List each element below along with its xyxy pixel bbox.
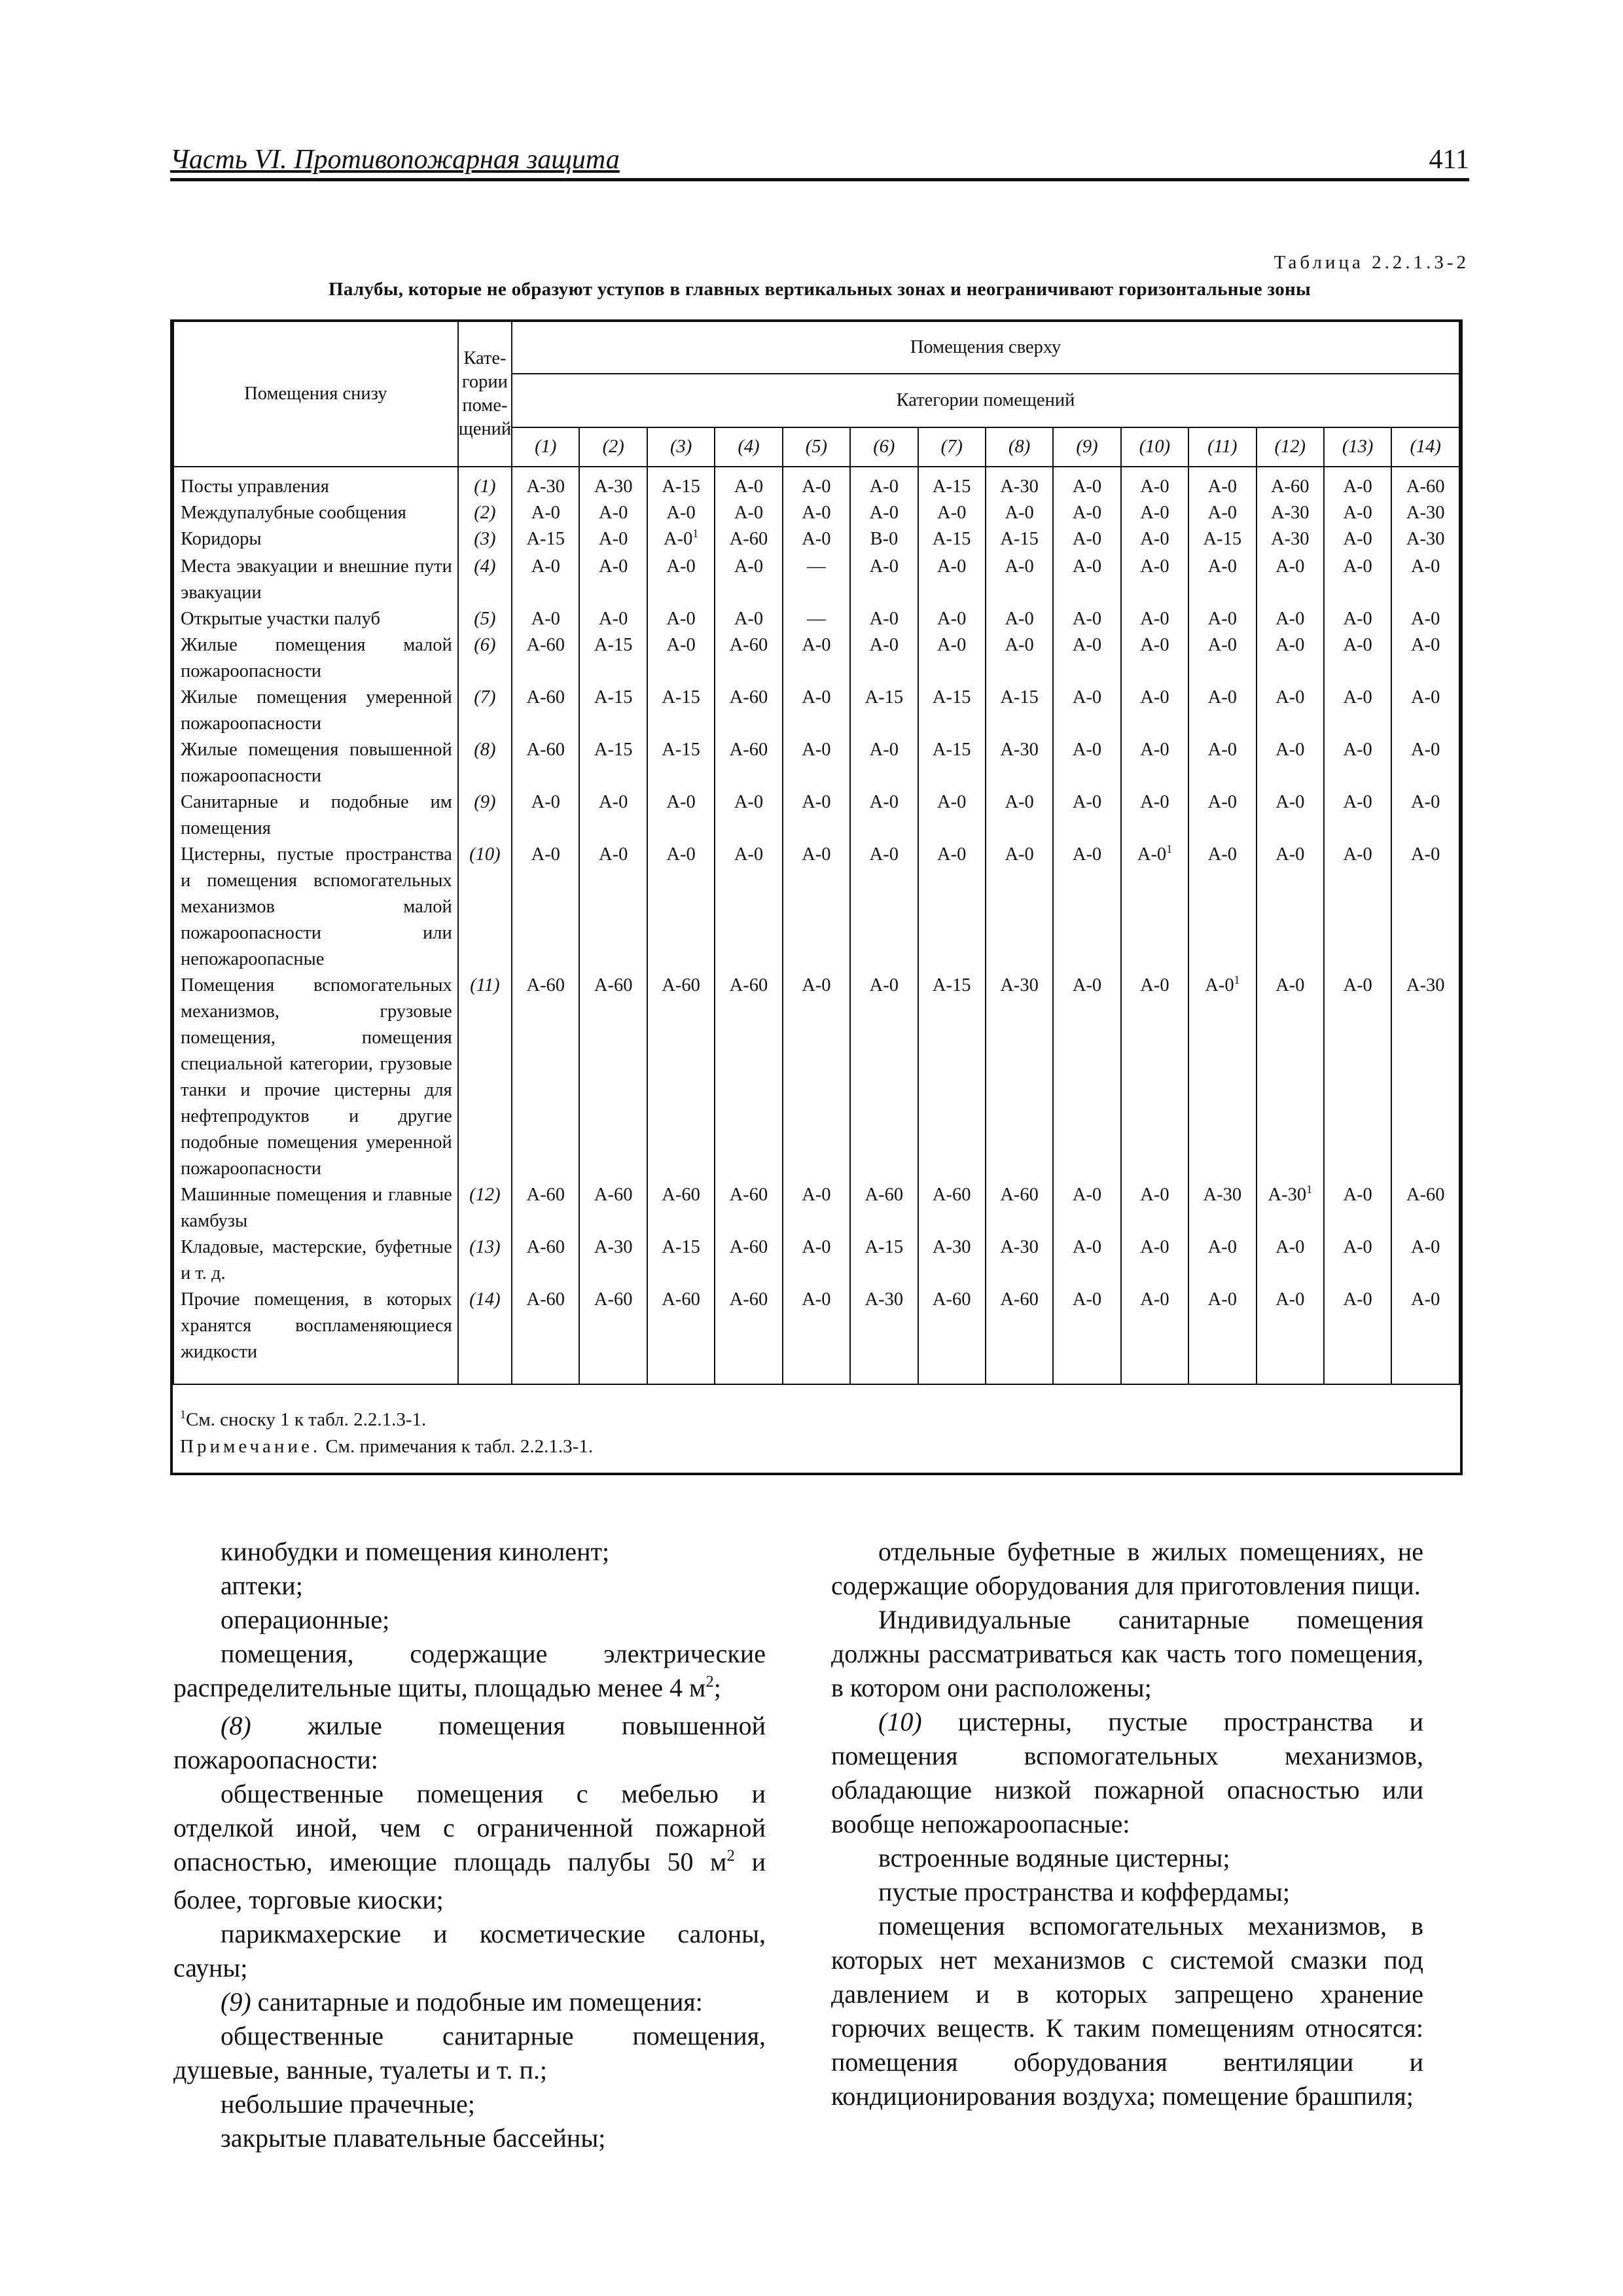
- room-category: (1): [458, 467, 512, 500]
- fire-rating-cell: A-0: [918, 554, 986, 606]
- section-title: Часть VI. Противопожарная защита: [170, 145, 620, 175]
- fire-rating-cell: A-60: [1391, 467, 1459, 500]
- fire-rating-cell: A-15: [647, 737, 715, 789]
- paragraph: помещения вспомогательных механизмов, в которых нет механизмов с системой смазки под давлением и в которых запрещено хранение горючих веществ. К таким помещениям относятся: помещения оборудования вентиляции и кондиционирования воздуха; помещение брашпиля;: [831, 1911, 1423, 2111]
- paragraph: операционные;: [221, 1605, 390, 1634]
- fire-rating-cell: A-15: [1188, 526, 1256, 554]
- fire-rating-cell: A-0: [1391, 1287, 1459, 1365]
- paragraph: небольшие прачечные;: [221, 2089, 475, 2119]
- paragraph: закрытые плавательные бассейны;: [221, 2123, 606, 2153]
- fire-rating-cell: A-0: [1053, 554, 1120, 606]
- fire-rating-cell: A-60: [1257, 467, 1324, 500]
- paragraph: (9) санитарные и подобные им помещения:: [221, 1987, 703, 2017]
- body-column-left: [173, 1535, 766, 2155]
- table-row: [173, 554, 1459, 606]
- fire-rating-cell: A-0: [1188, 1287, 1256, 1365]
- room-name: Открытые участки палуб: [173, 606, 458, 632]
- page-number: 411: [1429, 145, 1469, 175]
- fire-rating-cell: A-15: [986, 526, 1053, 554]
- table-row: [173, 1182, 1459, 1234]
- note-text: См. примечания к табл. 2.2.1.3-1.: [325, 1436, 594, 1457]
- fire-rating-cell: A-60: [647, 1287, 715, 1365]
- fire-rating-cell: A-0: [1188, 737, 1256, 789]
- fire-rating-cell: A-0: [783, 526, 850, 554]
- fire-rating-cell: A-60: [512, 632, 579, 685]
- fire-rating-cell: A-30: [1257, 526, 1324, 554]
- fire-rating-cell: A-0: [512, 500, 579, 526]
- fire-rating-cell: A-0: [715, 606, 782, 632]
- table-notes: [180, 1407, 593, 1459]
- fire-rating-cell: A-60: [918, 1287, 986, 1365]
- room-category: (4): [458, 554, 512, 606]
- fire-rating-cell: A-15: [579, 632, 647, 685]
- room-category: (9): [458, 789, 512, 842]
- column-number: (7): [918, 427, 986, 467]
- fire-rating-cell: A-0: [986, 554, 1053, 606]
- fire-rating-cell: A-0: [647, 632, 715, 685]
- fire-rating-cell: A-0: [1391, 632, 1459, 685]
- fire-rating-cell: A-0: [1324, 842, 1391, 973]
- fire-rating-cell: A-0: [1257, 632, 1324, 685]
- fire-rating-cell: A-60: [579, 1182, 647, 1234]
- column-number: (5): [783, 427, 850, 467]
- fire-rating-cell: A-0: [647, 500, 715, 526]
- fire-rating-cell: A-0: [1391, 685, 1459, 737]
- fire-rating-cell: A-0: [850, 973, 918, 1182]
- table-row: [173, 1234, 1459, 1287]
- fire-rating-cell: A-0: [1121, 554, 1188, 606]
- room-name: Помещения вспомогательных механизмов, грузовые помещения, помещения специальной категории, грузовые танки и прочие цистерны для нефтепродуктов и другие подобные помещения умеренной пожароопасности: [173, 973, 458, 1182]
- fire-rating-cell: A-0: [512, 842, 579, 973]
- column-number: (6): [850, 427, 918, 467]
- fire-rating-cell: A-60: [986, 1182, 1053, 1234]
- room-name: Машинные помещения и главные камбузы: [173, 1182, 458, 1234]
- fire-rating-cell: A-0: [986, 842, 1053, 973]
- fire-rating-cell: A-0: [1257, 737, 1324, 789]
- fire-rating-cell: A-60: [850, 1182, 918, 1234]
- fire-rating-cell: A-0: [1121, 737, 1188, 789]
- fire-rating-cell: A-0: [579, 606, 647, 632]
- fire-rating-cell: A-0: [1053, 685, 1120, 737]
- fire-rating-cell: A-60: [715, 526, 782, 554]
- room-category: (6): [458, 632, 512, 685]
- fire-rating-cell: A-0: [579, 500, 647, 526]
- fire-rating-cell: A-0: [1121, 1287, 1188, 1365]
- fire-rating-cell: A-30: [1257, 500, 1324, 526]
- fire-rating-cell: A-15: [918, 685, 986, 737]
- body-column-right: [831, 1535, 1423, 2113]
- fire-rating-cell: A-0: [1324, 467, 1391, 500]
- paragraph: общественные помещения с мебелью и отделкой иной, чем с ограниченной пожарной опасностью, имеющие площадь палубы 50 $м^2$ и более, торговые киоски;: [173, 1779, 766, 1914]
- fire-rating-cell: A-0: [1053, 606, 1120, 632]
- fire-rating-cell: A-30: [918, 1234, 986, 1287]
- fire-rating-cell: A-15: [918, 526, 986, 554]
- fire-rating-cell: A-0: [850, 737, 918, 789]
- fire-rating-cell: A-30: [986, 467, 1053, 500]
- category-number: (10): [878, 1707, 922, 1736]
- fire-integrity-table: [173, 322, 1460, 1385]
- fire-rating-cell: —: [783, 554, 850, 606]
- table-row: [173, 973, 1459, 1182]
- fire-rating-cell: A-60: [512, 737, 579, 789]
- fire-rating-cell: A-30: [850, 1287, 918, 1365]
- room-name: Санитарные и подобные им помещения: [173, 789, 458, 842]
- table-note: [180, 1434, 593, 1459]
- footnote-mark: 1: [180, 1408, 186, 1422]
- fire-rating-cell: A-0: [783, 632, 850, 685]
- footnote-mark: 1: [692, 527, 699, 541]
- room-name: Цистерны, пустые пространства и помещения вспомогательных механизмов малой пожароопасности или непожароопасные: [173, 842, 458, 973]
- fire-rating-cell: B-0: [850, 526, 918, 554]
- room-category: (2): [458, 500, 512, 526]
- header-room-categories: Категории помещений: [512, 374, 1459, 427]
- fire-rating-cell: A-0: [1324, 606, 1391, 632]
- page-header: [170, 139, 1469, 181]
- fire-rating-cell: A-0: [783, 789, 850, 842]
- column-number: (14): [1391, 427, 1459, 467]
- category-number: (9): [221, 1987, 251, 2017]
- fire-rating-cell: A-0: [1121, 1182, 1188, 1234]
- table-row: [173, 500, 1459, 526]
- fire-rating-cell: A-15: [918, 973, 986, 1182]
- fire-rating-cell: A-30: [579, 467, 647, 500]
- room-category: (11): [458, 973, 512, 1182]
- category-number: (8): [221, 1711, 251, 1740]
- fire-rating-cell: A-0: [1257, 1234, 1324, 1287]
- fire-rating-cell: A-0: [1053, 973, 1120, 1182]
- fire-rating-cell: A-0: [1121, 632, 1188, 685]
- paragraph: (8) жилые помещения повышенной пожароопасности:: [173, 1711, 766, 1774]
- table-row: [173, 1287, 1459, 1365]
- fire-rating-cell: A-15: [647, 1234, 715, 1287]
- fire-rating-cell: A-0: [1257, 842, 1324, 973]
- paragraph: общественные санитарные помещения, душевые, ванные, туалеты и т. п.;: [173, 2021, 766, 2085]
- fire-rating-cell: A-0: [1391, 1234, 1459, 1287]
- fire-rating-cell: A-0: [918, 789, 986, 842]
- fire-rating-cell: A-60: [512, 1234, 579, 1287]
- fire-rating-cell: A-60: [512, 1287, 579, 1365]
- fire-rating-cell: A-0: [918, 500, 986, 526]
- fire-rating-cell: A-60: [512, 1182, 579, 1234]
- fire-rating-cell: A-0: [715, 500, 782, 526]
- fire-rating-cell: A-0: [986, 606, 1053, 632]
- room-name: Посты управления: [173, 467, 458, 500]
- room-category: (12): [458, 1182, 512, 1234]
- table-number: Таблица 2.2.1.3-2: [1274, 252, 1469, 273]
- fire-rating-cell: A-0: [1121, 789, 1188, 842]
- note-label: Примечание.: [180, 1436, 321, 1457]
- fire-rating-cell: A-60: [647, 973, 715, 1182]
- column-number: (8): [986, 427, 1053, 467]
- column-number: (9): [1053, 427, 1120, 467]
- fire-rating-cell: A-0: [783, 685, 850, 737]
- fire-rating-cell: A-0: [1257, 973, 1324, 1182]
- fire-rating-cell: A-0: [1053, 737, 1120, 789]
- paragraph: отдельные буфетные в жилых помещениях, не содержащие оборудования для приготовления пищи.: [831, 1537, 1423, 1600]
- fire-rating-cell: A-0: [715, 842, 782, 973]
- table-body: [173, 467, 1459, 1384]
- fire-rating-cell: A-30: [512, 467, 579, 500]
- fire-rating-cell: A-60: [715, 685, 782, 737]
- room-category: (5): [458, 606, 512, 632]
- fire-rating-cell: A-0: [1121, 500, 1188, 526]
- footnote-mark: 1: [1234, 973, 1240, 987]
- fire-rating-cell: A-0: [1188, 632, 1256, 685]
- fire-rating-cell: A-0: [1121, 467, 1188, 500]
- fire-rating-cell: A-0: [1324, 973, 1391, 1182]
- paragraph: пустые пространства и коффердамы;: [878, 1877, 1290, 1907]
- fire-rating-cell: A-0: [1121, 685, 1188, 737]
- fire-rating-cell: A-0: [1121, 526, 1188, 554]
- column-number: (2): [579, 427, 647, 467]
- fire-rating-cell: A-15: [647, 685, 715, 737]
- room-category: (13): [458, 1234, 512, 1287]
- fire-rating-cell: A-0: [1188, 1234, 1256, 1287]
- fire-rating-cell: A-0: [918, 606, 986, 632]
- fire-rating-cell: A-60: [579, 973, 647, 1182]
- footnote-mark: 1: [1306, 1183, 1312, 1196]
- fire-rating-cell: A-0: [1324, 737, 1391, 789]
- fire-rating-cell: A-0: [1391, 842, 1459, 973]
- header-category: Кате- гории поме- щений: [458, 322, 512, 467]
- fire-rating-cell: A-0: [1188, 500, 1256, 526]
- fire-rating-cell: A-60: [579, 1287, 647, 1365]
- paragraph: (10) цистерны, пустые пространства и помещения вспомогательных механизмов, обладающие низкой пожарной опасностью или вообще непожароопасные:: [831, 1707, 1423, 1839]
- fire-rating-cell: A-15: [579, 685, 647, 737]
- fire-rating-cell: A-0: [850, 632, 918, 685]
- fire-rating-cell: A-60: [715, 1234, 782, 1287]
- fire-rating-cell: A-0: [1121, 606, 1188, 632]
- fire-rating-cell: $A-30^1$: [1257, 1182, 1324, 1234]
- fire-rating-cell: A-60: [715, 1287, 782, 1365]
- fire-rating-cell: —: [783, 606, 850, 632]
- table-title: Палубы, которые не образуют уступов в главных вертикальных зонах и неограничивают горизонтальные зоны: [329, 279, 1311, 300]
- fire-rating-cell: A-15: [918, 467, 986, 500]
- fire-rating-cell: A-0: [1324, 632, 1391, 685]
- fire-rating-cell: A-0: [918, 842, 986, 973]
- fire-rating-cell: A-0: [647, 789, 715, 842]
- fire-rating-cell: A-0: [1188, 467, 1256, 500]
- table-row: [173, 526, 1459, 554]
- fire-rating-cell: A-15: [579, 737, 647, 789]
- fire-rating-cell: A-15: [986, 685, 1053, 737]
- column-number: (10): [1121, 427, 1188, 467]
- fire-rating-cell: A-60: [647, 1182, 715, 1234]
- fire-rating-cell: A-0: [1257, 1287, 1324, 1365]
- table-row: [173, 606, 1459, 632]
- fire-rating-cell: A-0: [1324, 1287, 1391, 1365]
- fire-rating-cell: A-0: [512, 606, 579, 632]
- fire-rating-cell: $A-0^1$: [1121, 842, 1188, 973]
- table-row: [173, 632, 1459, 685]
- fire-rating-cell: A-30: [986, 737, 1053, 789]
- fire-rating-cell: A-60: [715, 737, 782, 789]
- room-category: (3): [458, 526, 512, 554]
- fire-rating-cell: A-0: [1188, 789, 1256, 842]
- paragraph: аптеки;: [221, 1571, 303, 1600]
- fire-rating-cell: A-0: [579, 526, 647, 554]
- fire-rating-cell: A-0: [647, 842, 715, 973]
- fire-rating-cell: A-0: [1188, 685, 1256, 737]
- fire-rating-cell: A-15: [647, 467, 715, 500]
- fire-rating-cell: A-0: [850, 554, 918, 606]
- fire-rating-cell: A-15: [850, 1234, 918, 1287]
- fire-rating-cell: A-0: [512, 789, 579, 842]
- room-name: Жилые помещения умеренной пожароопасности: [173, 685, 458, 737]
- fire-rating-cell: A-15: [918, 737, 986, 789]
- fire-rating-cell: A-60: [715, 632, 782, 685]
- fire-rating-cell: A-0: [1324, 526, 1391, 554]
- fire-rating-cell: A-0: [715, 467, 782, 500]
- fire-rating-cell: $A-0^1$: [1188, 973, 1256, 1182]
- fire-rating-cell: A-60: [512, 973, 579, 1182]
- fire-rating-cell: A-60: [986, 1287, 1053, 1365]
- fire-rating-cell: A-0: [579, 789, 647, 842]
- fire-rating-cell: A-0: [715, 789, 782, 842]
- column-number: (11): [1188, 427, 1256, 467]
- paragraph: помещения, содержащие электрические распределительные щиты, площадью менее 4 $м^2$;: [173, 1639, 766, 1702]
- column-number: (1): [512, 427, 579, 467]
- fire-rating-cell: A-0: [1053, 526, 1120, 554]
- fire-rating-cell: A-15: [850, 685, 918, 737]
- room-name: Кладовые, мастерские, буфетные и т. д.: [173, 1234, 458, 1287]
- fire-rating-cell: A-0: [1053, 1182, 1120, 1234]
- fire-rating-cell: A-30: [1391, 500, 1459, 526]
- column-number: (4): [715, 427, 782, 467]
- paragraph: встроенные водяные цистерны;: [878, 1843, 1230, 1873]
- fire-rating-cell: A-0: [1324, 685, 1391, 737]
- room-name: Места эвакуации и внешние пути эвакуации: [173, 554, 458, 606]
- fire-rating-cell: A-0: [1053, 500, 1120, 526]
- fire-rating-cell: A-0: [783, 1182, 850, 1234]
- table-row: [173, 737, 1459, 789]
- fire-rating-cell: A-0: [850, 467, 918, 500]
- fire-rating-cell: A-30: [986, 973, 1053, 1182]
- fire-rating-cell: A-30: [1391, 526, 1459, 554]
- fire-rating-cell: A-0: [850, 606, 918, 632]
- fire-rating-cell: A-0: [1324, 500, 1391, 526]
- table-row: [173, 685, 1459, 737]
- fire-rating-cell: A-0: [1053, 1287, 1120, 1365]
- fire-rating-cell: A-0: [1257, 554, 1324, 606]
- fire-rating-cell: A-60: [512, 685, 579, 737]
- fire-rating-cell: A-0: [783, 500, 850, 526]
- fire-rating-cell: A-0: [1053, 1234, 1120, 1287]
- header-rooms-above: Помещения сверху: [512, 322, 1459, 374]
- fire-rating-cell: A-0: [783, 1234, 850, 1287]
- room-category: (14): [458, 1287, 512, 1365]
- fire-rating-cell: A-0: [1188, 554, 1256, 606]
- fire-rating-cell: A-60: [918, 1182, 986, 1234]
- fire-rating-cell: A-0: [783, 1287, 850, 1365]
- table-caption: [170, 252, 1469, 300]
- table-row: [173, 789, 1459, 842]
- room-name: Жилые помещения малой пожароопасности: [173, 632, 458, 685]
- table-filler-row: [173, 1365, 1459, 1384]
- fire-rating-cell: A-0: [512, 554, 579, 606]
- fire-rating-cell: A-0: [783, 737, 850, 789]
- fire-rating-cell: A-60: [1391, 1182, 1459, 1234]
- fire-rating-cell: A-0: [1053, 842, 1120, 973]
- fire-rating-cell: A-0: [783, 467, 850, 500]
- room-category: (8): [458, 737, 512, 789]
- fire-rating-cell: $A-0^1$: [647, 526, 715, 554]
- fire-rating-cell: A-0: [1257, 685, 1324, 737]
- fire-rating-cell: A-0: [1121, 1234, 1188, 1287]
- fire-rating-cell: A-30: [1188, 1182, 1256, 1234]
- fire-rating-cell: A-0: [918, 632, 986, 685]
- paragraph: кинобудки и помещения кинолент;: [221, 1537, 610, 1566]
- room-category: (10): [458, 842, 512, 973]
- table-row: [173, 467, 1459, 500]
- fire-rating-cell: A-0: [850, 842, 918, 973]
- fire-rating-cell: A-0: [986, 632, 1053, 685]
- fire-rating-cell: A-0: [1324, 1182, 1391, 1234]
- fire-rating-cell: A-0: [783, 973, 850, 1182]
- fire-rating-cell: A-0: [850, 500, 918, 526]
- table-footnote: $^1$См. сноску 1 к табл. 2.2.1.3-1.: [180, 1408, 427, 1430]
- room-name: Прочие помещения, в которых хранятся воспламеняющиеся жидкости: [173, 1287, 458, 1365]
- fire-rating-cell: A-30: [986, 1234, 1053, 1287]
- room-category: (7): [458, 685, 512, 737]
- room-name: Междупалубные сообщения: [173, 500, 458, 526]
- fire-rating-cell: A-30: [579, 1234, 647, 1287]
- fire-rating-cell: A-0: [579, 554, 647, 606]
- footnote-mark: 1: [1166, 842, 1173, 856]
- fire-rating-cell: A-0: [1053, 789, 1120, 842]
- fire-rating-cell: A-0: [1391, 554, 1459, 606]
- fire-rating-cell: A-0: [1391, 789, 1459, 842]
- fire-rating-cell: A-0: [647, 606, 715, 632]
- paragraph: Индивидуальные санитарные помещения должны рассматриваться как часть того помещения, в котором они расположены;: [831, 1605, 1423, 1702]
- fire-rating-cell: A-0: [1391, 737, 1459, 789]
- column-number: (3): [647, 427, 715, 467]
- fire-rating-cell: A-0: [1257, 789, 1324, 842]
- fire-rating-cell: A-0: [1053, 467, 1120, 500]
- header-rooms-below: Помещения снизу: [173, 322, 458, 467]
- fire-rating-cell: A-0: [986, 500, 1053, 526]
- paragraph: парикмахерские и косметические салоны, сауны;: [173, 1919, 766, 1982]
- fire-rating-cell: A-0: [1391, 606, 1459, 632]
- fire-rating-cell: A-0: [1121, 973, 1188, 1182]
- fire-rating-cell: A-0: [783, 842, 850, 973]
- fire-rating-cell: A-0: [1188, 842, 1256, 973]
- fire-rating-cell: A-30: [1391, 973, 1459, 1182]
- column-number: (12): [1257, 427, 1324, 467]
- fire-rating-cell: A-0: [1324, 554, 1391, 606]
- fire-rating-cell: A-0: [1324, 1234, 1391, 1287]
- room-name: Коридоры: [173, 526, 458, 554]
- fire-rating-cell: A-0: [850, 789, 918, 842]
- fire-rating-cell: A-0: [647, 554, 715, 606]
- fire-rating-cell: A-0: [986, 789, 1053, 842]
- fire-rating-cell: A-15: [512, 526, 579, 554]
- fire-rating-cell: A-60: [715, 1182, 782, 1234]
- table-frame: [170, 319, 1463, 1475]
- fire-rating-cell: A-0: [579, 842, 647, 973]
- fire-rating-cell: A-0: [1188, 606, 1256, 632]
- fire-rating-cell: A-60: [715, 973, 782, 1182]
- fire-rating-cell: A-0: [1324, 789, 1391, 842]
- column-number: (13): [1324, 427, 1391, 467]
- fire-rating-cell: A-0: [1053, 632, 1120, 685]
- fire-rating-cell: A-0: [1257, 606, 1324, 632]
- room-name: Жилые помещения повышенной пожароопасности: [173, 737, 458, 789]
- fire-rating-cell: A-0: [715, 554, 782, 606]
- table-row: [173, 842, 1459, 973]
